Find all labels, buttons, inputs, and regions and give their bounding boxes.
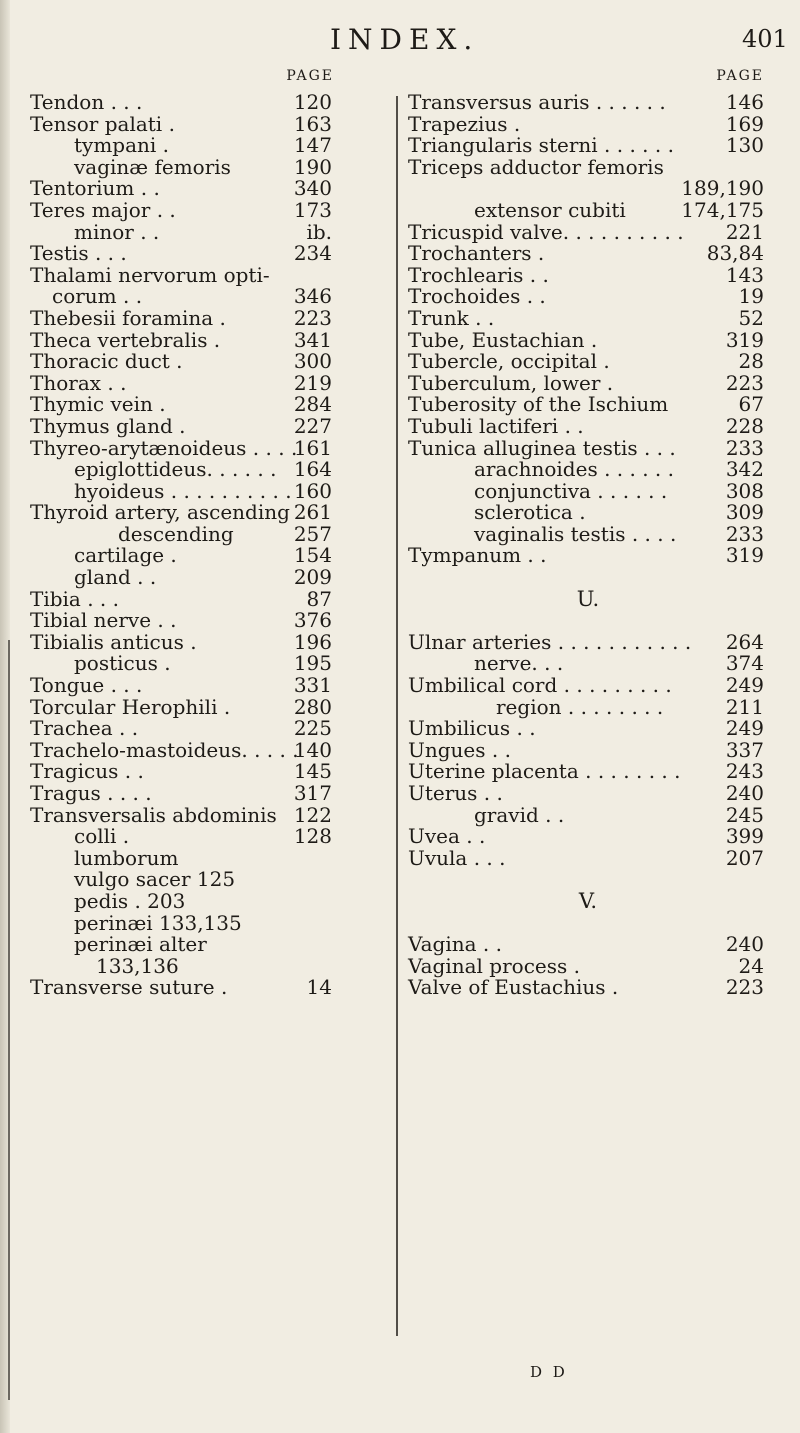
entry-page: 399 bbox=[725, 824, 764, 849]
entry-term: perinæi 133,135 bbox=[74, 910, 242, 935]
index-entry bbox=[408, 413, 768, 438]
entry-term: Testis . . . bbox=[30, 241, 127, 266]
index-entry bbox=[30, 586, 370, 611]
entry-term: Tricuspid valve. . . . . . . . . . bbox=[408, 219, 684, 244]
entry-term: Thoracic duct . bbox=[30, 349, 183, 374]
entry-term: Tubercle, occipital . bbox=[408, 349, 610, 374]
entry-page: 233 bbox=[725, 521, 764, 546]
entry-page: 173 bbox=[293, 197, 332, 222]
entry-term: vaginæ femoris bbox=[74, 154, 231, 179]
section-letter: U. bbox=[576, 586, 600, 611]
entry-page: 245 bbox=[725, 802, 764, 827]
entry-page: 264 bbox=[725, 629, 764, 654]
entry-term: Uvula . . . bbox=[408, 845, 506, 870]
entry-page: 219 bbox=[293, 370, 332, 395]
entry-page: 284 bbox=[293, 392, 332, 417]
index-column-right bbox=[408, 68, 768, 999]
entry-term: Ulnar arteries . . . . . . . . . . . bbox=[408, 629, 692, 654]
entry-page: 340 bbox=[293, 176, 332, 201]
index-entry bbox=[30, 653, 370, 675]
entry-term: Tuberosity of the Ischium bbox=[408, 392, 669, 417]
index-entry bbox=[408, 178, 768, 200]
entry-term: descending bbox=[118, 521, 234, 546]
entry-page: 261 bbox=[293, 500, 332, 525]
entry-page: 309 bbox=[725, 500, 764, 525]
index-entry bbox=[30, 370, 370, 395]
index-entry bbox=[408, 243, 768, 265]
index-entry bbox=[30, 718, 370, 740]
entry-term: Thalami nervorum opti- bbox=[30, 262, 270, 287]
index-entry bbox=[30, 567, 370, 589]
index-entry bbox=[408, 435, 768, 460]
index-entry bbox=[30, 783, 370, 805]
entry-page: 308 bbox=[725, 478, 764, 503]
entry-term: Thebesii foramina . bbox=[30, 305, 226, 330]
entry-page: 228 bbox=[725, 413, 764, 438]
index-entry bbox=[30, 178, 370, 200]
entry-page: 211 bbox=[725, 694, 764, 719]
entry-term: Triceps adductor femoris bbox=[408, 154, 664, 179]
entry-page: 83,84 bbox=[706, 241, 764, 266]
entry-term: Tentorium . . bbox=[30, 176, 160, 201]
entry-page: 130 bbox=[725, 133, 764, 158]
entry-term: Tongue . . . bbox=[30, 673, 143, 698]
entry-page: 376 bbox=[293, 608, 332, 633]
index-entry bbox=[408, 502, 768, 524]
entry-page: 225 bbox=[293, 716, 332, 741]
entry-term: Trunk . . bbox=[408, 305, 495, 330]
entry-term: Ungues . . bbox=[408, 737, 511, 762]
entry-page: 128 bbox=[293, 824, 332, 849]
entry-term: epiglottideus. . . . . . bbox=[74, 457, 277, 482]
entry-page: 223 bbox=[725, 370, 764, 395]
entry-term: Thorax . . bbox=[30, 370, 127, 395]
entry-page: 67 bbox=[738, 392, 764, 417]
entry-term: Theca vertebralis . bbox=[30, 327, 221, 352]
index-entry bbox=[408, 718, 768, 740]
entry-term: Vaginal process . bbox=[408, 953, 580, 978]
page-title: INDEX. bbox=[330, 23, 480, 56]
entry-page: 341 bbox=[293, 327, 332, 352]
entry-term: Transverse suture . bbox=[30, 975, 228, 1000]
entry-page: 195 bbox=[293, 651, 332, 676]
index-entry bbox=[30, 502, 370, 524]
index-entry bbox=[30, 953, 370, 978]
index-entry bbox=[30, 351, 370, 373]
entry-term: Teres major . . bbox=[30, 197, 176, 222]
entry-term: gland . . bbox=[74, 565, 157, 590]
index-entry bbox=[30, 545, 370, 567]
index-column-left bbox=[30, 68, 370, 999]
index-entry bbox=[30, 869, 370, 891]
index-entry bbox=[30, 327, 370, 352]
entry-page: 169 bbox=[725, 111, 764, 136]
index-entry bbox=[30, 154, 370, 179]
entry-term: Tragus . . . . bbox=[30, 781, 152, 805]
index-entry bbox=[408, 286, 768, 308]
index-entry bbox=[30, 802, 370, 827]
index-entry bbox=[30, 521, 370, 546]
index-entry bbox=[408, 783, 768, 805]
entry-page: 234 bbox=[293, 241, 332, 266]
signature-mark: D D bbox=[530, 1363, 568, 1381]
entry-term: Triangularis sterni . . . . . . bbox=[408, 133, 674, 158]
entry-term: region . . . . . . . . bbox=[496, 694, 664, 719]
entry-page: 317 bbox=[293, 781, 332, 805]
entry-page: 221 bbox=[725, 219, 764, 244]
entry-term: corum . . bbox=[52, 284, 143, 309]
index-entry bbox=[30, 629, 370, 654]
entry-term: colli . bbox=[74, 824, 130, 849]
entry-page: 209 bbox=[293, 565, 332, 590]
entry-term: Thymic vein . bbox=[30, 392, 166, 417]
entry-term: conjunctiva . . . . . . bbox=[474, 478, 668, 503]
column-page-label: PAGE bbox=[716, 68, 764, 84]
entry-term: Tendon . . . bbox=[30, 90, 143, 114]
entry-term: Tensor palati . bbox=[30, 111, 175, 136]
section-gap bbox=[408, 869, 768, 891]
section-gap bbox=[408, 610, 768, 632]
index-entry bbox=[30, 219, 370, 244]
index-entry bbox=[408, 953, 768, 978]
entry-term: vulgo sacer 125 bbox=[74, 867, 236, 892]
column-divider bbox=[396, 96, 398, 1336]
entry-term: Umbilical cord . . . . . . . . . bbox=[408, 673, 672, 698]
page-binding-edge bbox=[0, 0, 10, 1433]
entry-term: Transversus auris . . . . . . bbox=[408, 90, 666, 114]
entry-page: 227 bbox=[293, 413, 332, 438]
entry-term: Umbilicus . . bbox=[408, 716, 536, 741]
index-entries-left bbox=[30, 92, 370, 999]
entry-term: Tunica alluginea testis . . . bbox=[408, 435, 676, 460]
index-entry bbox=[30, 761, 370, 783]
entry-term: posticus . bbox=[74, 651, 171, 676]
entry-page: 164 bbox=[293, 457, 332, 482]
page-number: 401 bbox=[742, 25, 788, 53]
entry-term: cartilage . bbox=[74, 543, 177, 568]
entry-term: gravid . . bbox=[474, 802, 565, 827]
index-entry bbox=[30, 610, 370, 632]
entry-page: 161 bbox=[293, 435, 332, 460]
entry-page: 122 bbox=[293, 802, 332, 827]
index-entry bbox=[30, 845, 370, 870]
index-entry bbox=[30, 435, 370, 460]
entry-term: Valve of Eustachius . bbox=[408, 975, 619, 1000]
entry-term: 133,136 bbox=[96, 953, 179, 978]
entry-term: vaginalis testis . . . . bbox=[474, 521, 677, 546]
index-entry bbox=[408, 111, 768, 136]
entry-page: 374 bbox=[725, 651, 764, 676]
running-header bbox=[0, 23, 800, 63]
entry-page: ib. bbox=[306, 219, 332, 244]
index-entry bbox=[408, 521, 768, 546]
index-entry bbox=[408, 802, 768, 827]
index-entry bbox=[408, 135, 768, 157]
index-entry bbox=[30, 111, 370, 136]
index-entry bbox=[30, 910, 370, 935]
entry-term: Tragicus . . bbox=[30, 759, 144, 784]
entry-page: 140 bbox=[293, 737, 332, 762]
index-entries-right bbox=[408, 92, 768, 999]
entry-term: nerve. . . bbox=[474, 651, 564, 676]
index-entry bbox=[30, 694, 370, 719]
index-entry bbox=[30, 413, 370, 438]
entry-term: minor . . bbox=[74, 219, 160, 244]
entry-page: 257 bbox=[293, 521, 332, 546]
entry-page: 249 bbox=[725, 673, 764, 698]
index-entry bbox=[408, 219, 768, 244]
index-entry bbox=[30, 394, 370, 416]
entry-page: 233 bbox=[725, 435, 764, 460]
entry-page: 280 bbox=[293, 694, 332, 719]
entry-term: Trochoides . . bbox=[408, 284, 546, 309]
entry-term: Tibialis anticus . bbox=[30, 629, 197, 654]
index-entry bbox=[30, 262, 370, 287]
entry-term: Thyroid artery, ascending bbox=[30, 500, 290, 525]
entry-term: hyoideus . . . . . . . . . . bbox=[74, 478, 292, 503]
index-entry bbox=[408, 653, 768, 675]
entry-page: 52 bbox=[738, 305, 764, 330]
index-entry bbox=[408, 675, 768, 697]
entry-term: Trapezius . bbox=[408, 111, 521, 136]
index-entry bbox=[408, 370, 768, 395]
entry-term: Thyreo-arytænoideus . . . . bbox=[30, 435, 298, 460]
index-entry bbox=[408, 327, 768, 352]
entry-page: 346 bbox=[293, 284, 332, 309]
entry-page: 331 bbox=[293, 673, 332, 698]
entry-page: 147 bbox=[293, 133, 332, 158]
section-gap bbox=[408, 567, 768, 589]
index-entry bbox=[408, 629, 768, 654]
entry-page: 28 bbox=[738, 349, 764, 374]
entry-page: 146 bbox=[725, 90, 764, 114]
entry-page: 300 bbox=[293, 349, 332, 374]
index-entry bbox=[30, 197, 370, 222]
index-entry bbox=[408, 262, 768, 287]
entry-page: 337 bbox=[725, 737, 764, 762]
entry-page: 249 bbox=[725, 716, 764, 741]
entry-page: 240 bbox=[725, 932, 764, 957]
entry-page: 207 bbox=[725, 845, 764, 870]
index-entry bbox=[30, 934, 370, 956]
index-entry bbox=[30, 977, 370, 999]
entry-term: tympani . bbox=[74, 133, 170, 158]
index-entry bbox=[30, 92, 370, 114]
entry-page: 319 bbox=[725, 327, 764, 352]
index-entry bbox=[408, 478, 768, 503]
entry-term: perinæi alter bbox=[74, 932, 207, 957]
index-entry bbox=[408, 977, 768, 999]
entry-term: Thymus gland . bbox=[30, 413, 186, 438]
entry-term: arachnoides . . . . . . bbox=[474, 457, 674, 482]
index-entry bbox=[408, 845, 768, 870]
entry-page: 189,190 bbox=[681, 176, 764, 201]
entry-term: Torcular Herophili . bbox=[30, 694, 231, 719]
entry-term: Tibial nerve . . bbox=[30, 608, 177, 633]
entry-term: Tympanum . . bbox=[408, 543, 547, 568]
entry-term: extensor cubiti bbox=[474, 197, 626, 222]
entry-page: 143 bbox=[725, 262, 764, 287]
entry-term: Trochanters . bbox=[408, 241, 545, 266]
index-entry bbox=[408, 694, 768, 719]
index-entry bbox=[30, 135, 370, 157]
entry-term: Tuberculum, lower . bbox=[408, 370, 614, 395]
index-entry bbox=[30, 826, 370, 848]
index-entry bbox=[30, 459, 370, 481]
entry-page: 145 bbox=[293, 759, 332, 784]
entry-page: 120 bbox=[293, 90, 332, 114]
entry-term: lumborum bbox=[74, 845, 179, 870]
entry-page: 319 bbox=[725, 543, 764, 568]
entry-term: Trachelo-mastoideus. . . . . bbox=[30, 737, 299, 762]
entry-page: 223 bbox=[725, 975, 764, 1000]
entry-term: Trachea . . bbox=[30, 716, 139, 741]
entry-term: Tube, Eustachian . bbox=[408, 327, 598, 352]
entry-term: Uvea . . bbox=[408, 824, 486, 849]
entry-page: 196 bbox=[293, 629, 332, 654]
entry-term: Tibia . . . bbox=[30, 586, 120, 611]
entry-page: 19 bbox=[738, 284, 764, 309]
index-entry bbox=[408, 92, 768, 114]
column-page-label: PAGE bbox=[286, 68, 334, 84]
entry-term: Tubuli lactiferi . . bbox=[408, 413, 584, 438]
entry-term: sclerotica . bbox=[474, 500, 586, 525]
section-gap bbox=[408, 913, 768, 935]
entry-page: 243 bbox=[725, 759, 764, 784]
entry-page: 24 bbox=[738, 953, 764, 978]
index-entry bbox=[30, 243, 370, 265]
index-entry bbox=[408, 934, 768, 956]
index-entry bbox=[408, 826, 768, 848]
entry-term: pedis . 203 bbox=[74, 888, 186, 913]
index-entry bbox=[408, 305, 768, 330]
entry-page: 174,175 bbox=[681, 197, 764, 222]
entry-page: 154 bbox=[293, 543, 332, 568]
entry-term: Uterus . . bbox=[408, 781, 503, 805]
entry-page: 14 bbox=[306, 975, 332, 1000]
index-entry bbox=[30, 737, 370, 762]
index-entry bbox=[30, 888, 370, 913]
index-entry bbox=[408, 459, 768, 481]
entry-term: Vagina . . bbox=[408, 932, 502, 957]
index-entry bbox=[408, 394, 768, 416]
index-entry bbox=[30, 478, 370, 503]
entry-page: 342 bbox=[725, 457, 764, 482]
entry-page: 87 bbox=[306, 586, 332, 611]
entry-term: Transversalis abdominis bbox=[30, 802, 277, 827]
index-entry bbox=[408, 545, 768, 567]
entry-page: 223 bbox=[293, 305, 332, 330]
index-entry bbox=[408, 154, 768, 179]
index-entry bbox=[30, 286, 370, 308]
section-letter: V. bbox=[578, 888, 598, 913]
entry-page: 190 bbox=[293, 154, 332, 179]
index-entry bbox=[408, 197, 768, 222]
index-entry bbox=[408, 737, 768, 762]
entry-page: 160 bbox=[293, 478, 332, 503]
index-entry bbox=[30, 305, 370, 330]
entry-page: 163 bbox=[293, 111, 332, 136]
index-entry bbox=[30, 675, 370, 697]
entry-term: Uterine placenta . . . . . . . . bbox=[408, 759, 681, 784]
index-entry bbox=[408, 761, 768, 783]
entry-page: 240 bbox=[725, 781, 764, 805]
entry-term: Trochlearis . . bbox=[408, 262, 549, 287]
index-entry bbox=[408, 351, 768, 373]
